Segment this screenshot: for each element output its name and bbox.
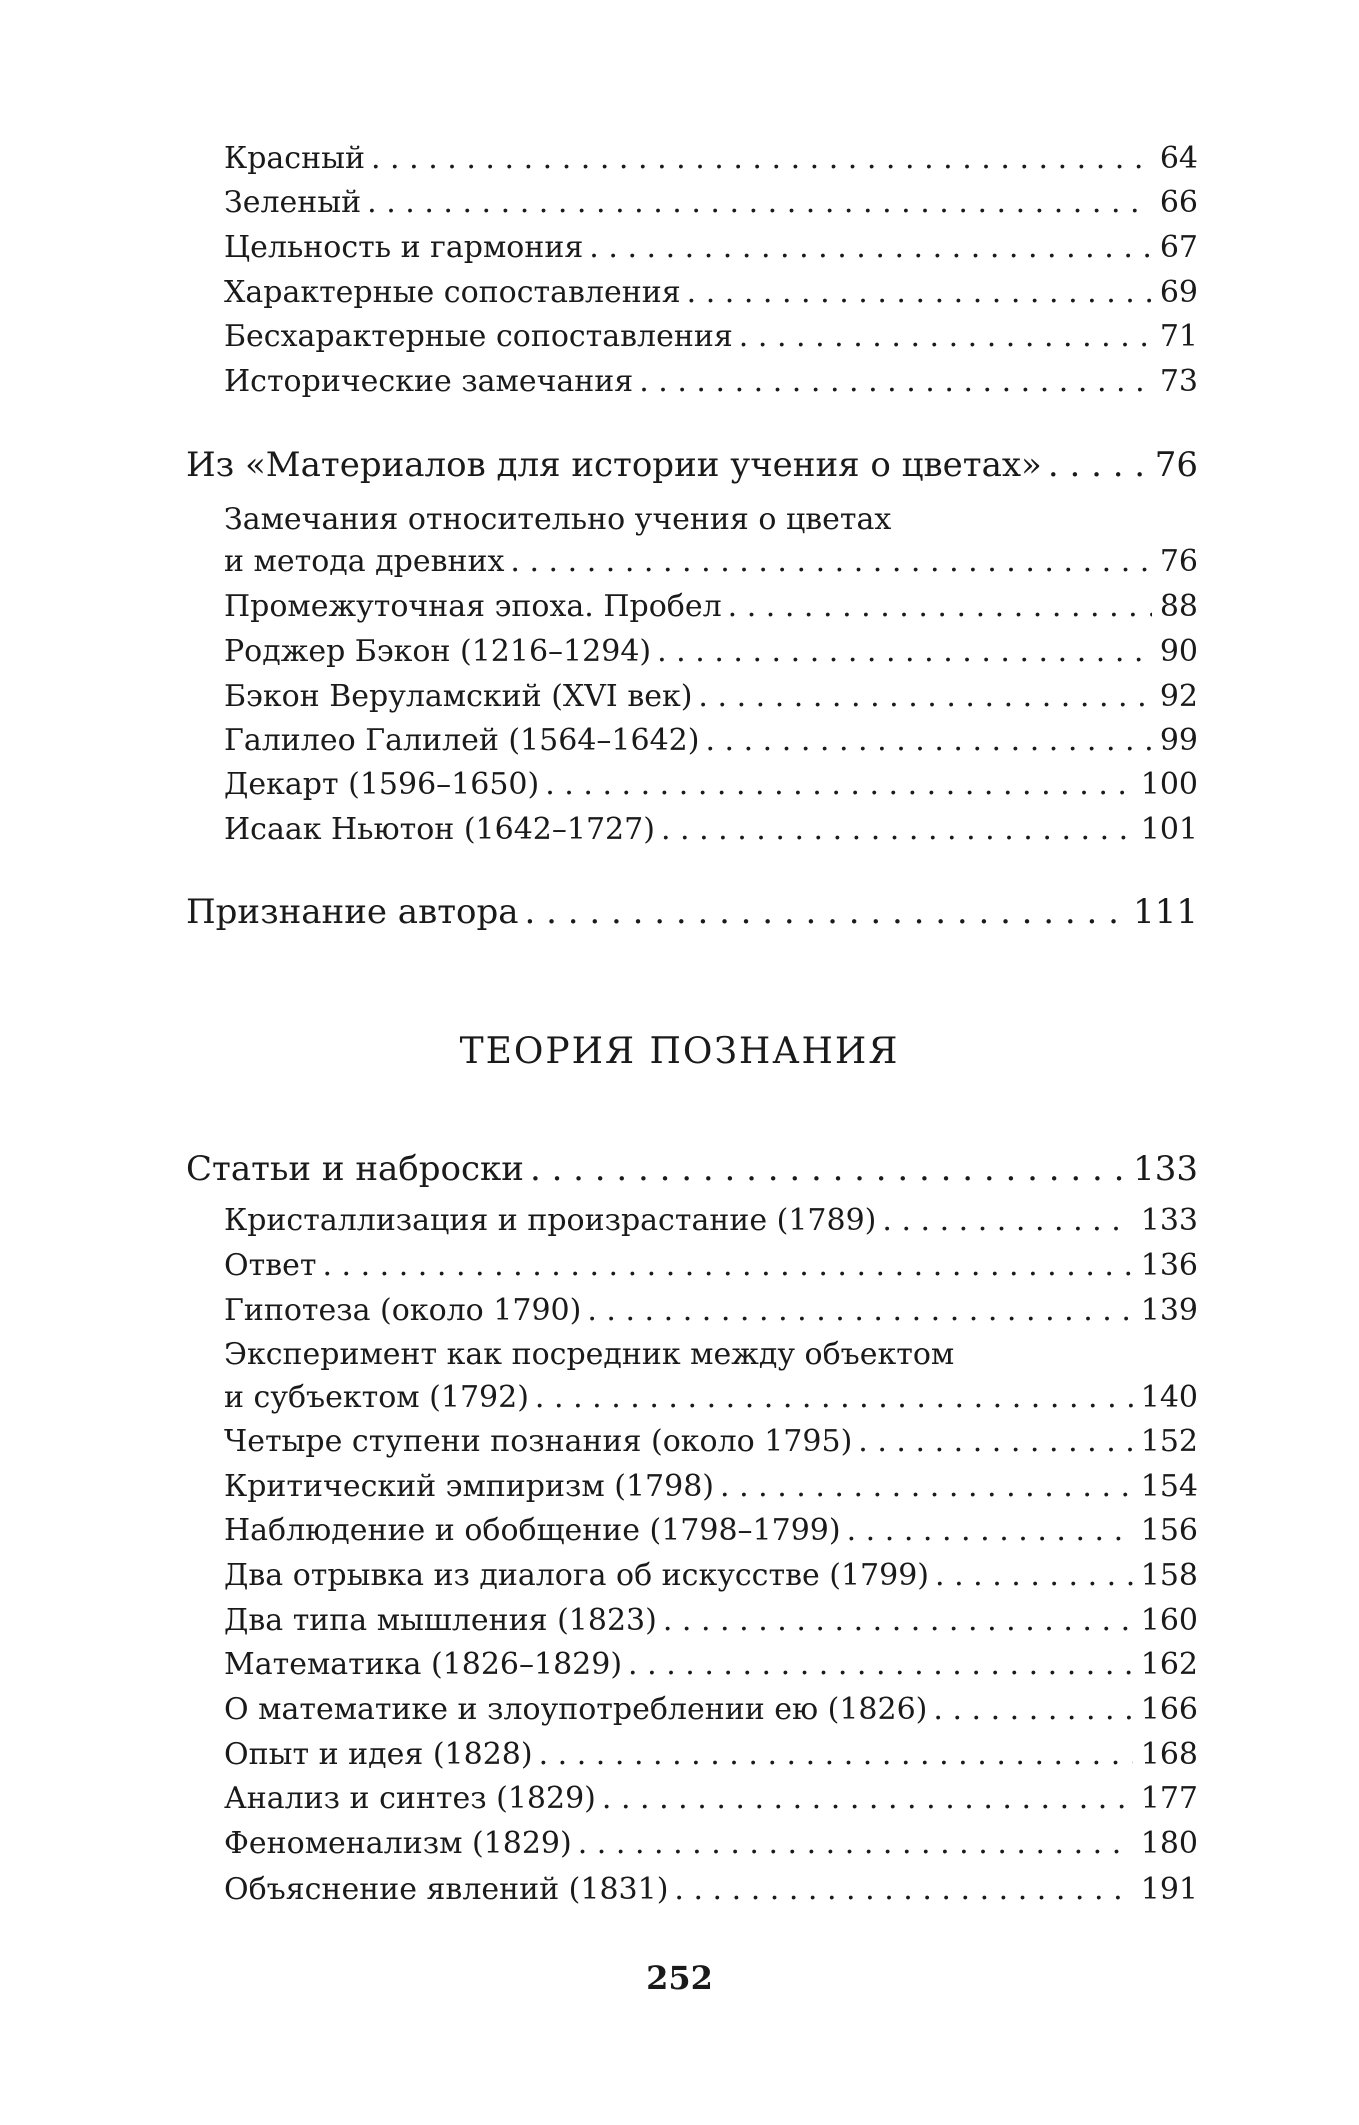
toc-entry: [224, 766, 1198, 804]
leader-dots: [705, 722, 1151, 760]
toc-entry-page: 92: [1159, 679, 1198, 714]
leader-dots: [602, 1780, 1133, 1818]
toc-entry-title: Четыре ступени познания (около 1795): [224, 1424, 853, 1459]
toc-entry-page: 88: [1159, 589, 1198, 624]
leader-dots: [322, 1247, 1132, 1285]
toc-main-entry-page: 111: [1133, 892, 1198, 932]
leader-dots: [525, 891, 1126, 933]
toc-entry: [224, 543, 1198, 581]
leader-dots: [367, 184, 1152, 222]
toc-entry-title: Промежуточная эпоха. Пробел: [224, 589, 722, 624]
toc-entry-title: Характерные сопоставления: [224, 275, 681, 310]
toc-entry-page: 177: [1140, 1781, 1198, 1816]
toc-entry: [224, 1780, 1198, 1818]
leader-dots: [663, 1602, 1133, 1640]
toc-entry-page: 156: [1140, 1513, 1198, 1548]
toc-entry-title: Гипотеза (около 1790): [224, 1293, 582, 1328]
toc-entry-page: 100: [1140, 767, 1198, 802]
toc-entry-title: Цельность и гармония: [224, 230, 584, 265]
toc-entry-page: 166: [1140, 1692, 1198, 1727]
toc-entry-page: 99: [1159, 723, 1198, 758]
toc-entry-title: Исторические замечания: [224, 364, 634, 399]
leader-dots: [539, 1736, 1133, 1774]
toc-entry: [224, 140, 1198, 178]
toc-entry: [224, 1602, 1198, 1640]
leader-dots: [639, 363, 1152, 401]
leader-dots: [661, 811, 1133, 849]
toc-entry: [224, 1512, 1198, 1550]
toc-entry-page: 139: [1140, 1293, 1198, 1328]
leader-dots: [858, 1423, 1132, 1461]
leader-dots: [530, 1148, 1125, 1190]
toc-entry-title: и субъектом (1792): [224, 1380, 529, 1415]
toc-entry-page: 90: [1159, 634, 1198, 669]
toc-entry-page: 73: [1159, 364, 1198, 399]
toc-entry-page: 154: [1140, 1469, 1198, 1504]
toc-entry: [224, 722, 1198, 760]
toc-main-entry: [186, 891, 1198, 933]
toc-entry: [224, 1423, 1198, 1461]
toc-entry-title: и метода древних: [224, 544, 505, 579]
toc-main-entry-title: Из «Материалов для истории учения о цветах»: [186, 445, 1042, 485]
toc-entry-title: Объяснение явлений (1831): [224, 1872, 669, 1907]
leader-dots: [510, 543, 1151, 581]
leader-dots: [698, 678, 1151, 716]
toc-entry-page: 191: [1140, 1872, 1198, 1907]
toc-entry-page: 158: [1140, 1558, 1198, 1593]
toc-entry-page: 140: [1140, 1380, 1198, 1415]
toc-entry-page: 76: [1159, 544, 1198, 579]
toc-entry-title: Анализ и синтез (1829): [224, 1781, 596, 1816]
toc-entry-page: 67: [1159, 230, 1198, 265]
leader-dots: [587, 1292, 1132, 1330]
section-heading: ТЕОРИЯ ПОЗНАНИЯ: [459, 1031, 900, 1072]
leader-dots: [739, 318, 1152, 356]
toc-entry: [224, 1646, 1198, 1684]
leader-dots: [728, 588, 1152, 626]
toc-entry: [224, 1379, 1198, 1417]
toc-entry-page: 162: [1140, 1647, 1198, 1682]
toc-entry-title: Ответ: [224, 1248, 317, 1283]
toc-entry-page: 152: [1140, 1424, 1198, 1459]
toc-entry: [224, 1557, 1198, 1595]
leader-dots: [657, 633, 1152, 671]
toc-entry-title: О математике и злоупотреблении ею (1826): [224, 1692, 928, 1727]
toc-entry: [224, 1247, 1198, 1285]
toc-entry: [224, 1691, 1198, 1729]
toc-entry-title: Зеленый: [224, 185, 362, 220]
toc-entry: [224, 1871, 1198, 1909]
toc-entry-title: Два типа мышления (1823): [224, 1603, 657, 1638]
toc-entry-title: Наблюдение и обобщение (1798–1799): [224, 1513, 841, 1548]
toc-entry-title: Роджер Бэкон (1216–1294): [224, 634, 652, 669]
toc-entry: [224, 229, 1198, 267]
leader-dots: [578, 1825, 1133, 1863]
toc-entry-title: Кристаллизация и произрастание (1789): [224, 1203, 877, 1238]
leader-dots: [535, 1379, 1133, 1417]
toc-entry-first-line: Замечания относительно учения о цветах: [224, 502, 892, 537]
toc-entry: [224, 318, 1198, 356]
toc-entry-title: Опыт и идея (1828): [224, 1737, 533, 1772]
toc-main-entry: [186, 444, 1198, 486]
leader-dots: [935, 1557, 1133, 1595]
toc-main-entry-title: Признание автора: [186, 892, 519, 932]
toc-entry: [224, 588, 1198, 626]
toc-entry-page: 101: [1140, 812, 1198, 847]
toc-entry-title: Математика (1826–1829): [224, 1647, 623, 1682]
toc-entry-page: 69: [1159, 275, 1198, 310]
toc-entry-page: 64: [1159, 141, 1198, 176]
toc-entry-page: 160: [1140, 1603, 1198, 1638]
leader-dots: [371, 140, 1152, 178]
toc-entry: [224, 633, 1198, 671]
toc-main-entry: [186, 1148, 1198, 1190]
toc-entry: [224, 1202, 1198, 1240]
toc-entry-page: 136: [1140, 1248, 1198, 1283]
toc-entry-title: Феноменализм (1829): [224, 1826, 572, 1861]
toc-entry-title: Исаак Ньютон (1642–1727): [224, 812, 655, 847]
toc-entry-page: 180: [1140, 1826, 1198, 1861]
toc-entry-title: Критический эмпиризм (1798): [224, 1469, 714, 1504]
toc-entry-title: Два отрывка из диалога об искусстве (1799): [224, 1558, 929, 1593]
toc-entry-title: Галилео Галилей (1564–1642): [224, 723, 700, 758]
toc-entry-page: 66: [1159, 185, 1198, 220]
leader-dots: [628, 1646, 1133, 1684]
toc-entry: [224, 184, 1198, 222]
toc-entry-title: Бэкон Веруламский (XVI век): [224, 679, 693, 714]
toc-entry: [224, 1292, 1198, 1330]
toc-entry: [224, 274, 1198, 312]
toc-main-entry-page: 76: [1154, 445, 1198, 485]
toc-entry-title: Бесхарактерные сопоставления: [224, 319, 733, 354]
toc-entry: [224, 363, 1198, 401]
toc-entry-page: 71: [1159, 319, 1198, 354]
toc-entry-title: Декарт (1596–1650): [224, 767, 540, 802]
toc-entry-title: Красный: [224, 141, 365, 176]
leader-dots: [687, 274, 1152, 312]
leader-dots: [545, 766, 1133, 804]
leader-dots: [674, 1871, 1132, 1909]
toc-entry-page: 168: [1140, 1737, 1198, 1772]
toc-entry: [224, 1825, 1198, 1863]
toc-entry-first-line: Эксперимент как посредник между объектом: [224, 1337, 955, 1372]
toc-entry: [224, 1736, 1198, 1774]
leader-dots: [847, 1512, 1133, 1550]
toc-entry: [224, 811, 1198, 849]
page-number: 252: [646, 1959, 713, 1997]
leader-dots: [933, 1691, 1132, 1729]
leader-dots: [882, 1202, 1132, 1240]
leader-dots: [589, 229, 1152, 267]
toc-entry-page: 133: [1140, 1203, 1198, 1238]
leader-dots: [1048, 444, 1147, 486]
toc-entry: [224, 678, 1198, 716]
toc-entry: [224, 1468, 1198, 1506]
leader-dots: [720, 1468, 1133, 1506]
toc-main-entry-title: Статьи и наброски: [186, 1149, 524, 1189]
toc-main-entry-page: 133: [1133, 1149, 1198, 1189]
